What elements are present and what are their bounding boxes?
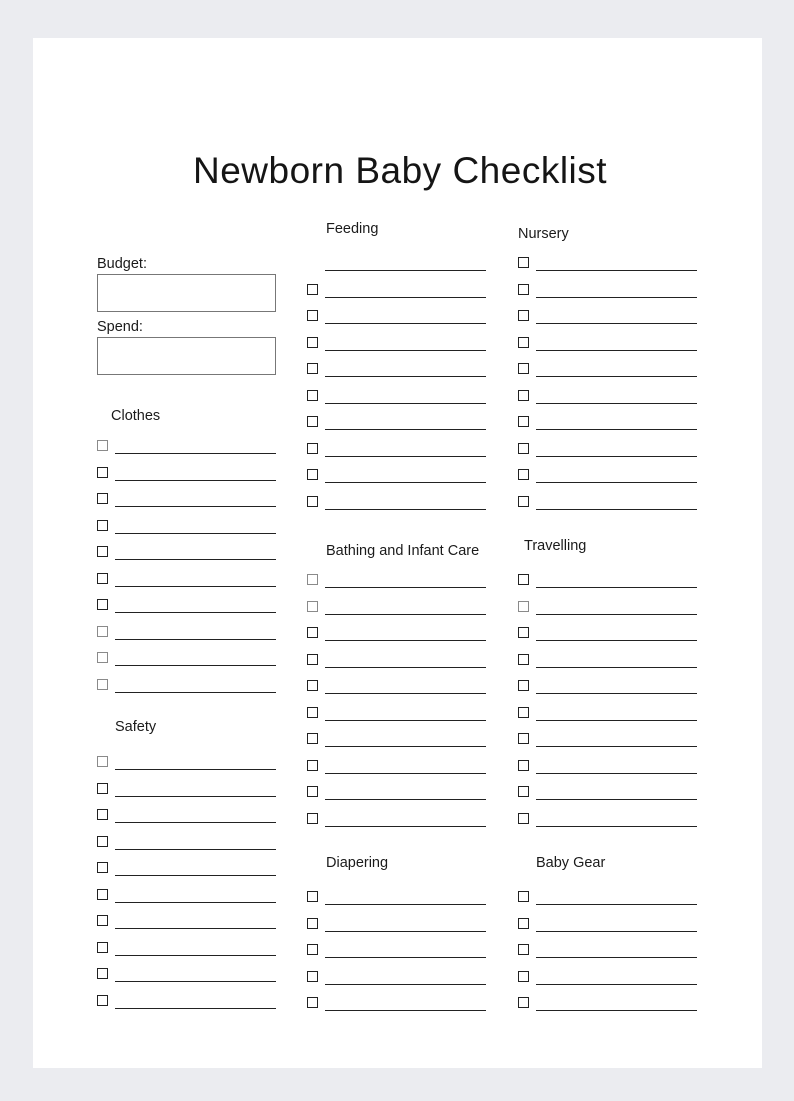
checkbox[interactable] xyxy=(518,891,529,902)
checkbox[interactable] xyxy=(518,760,529,771)
checkbox[interactable] xyxy=(97,942,108,953)
checkbox[interactable] xyxy=(307,627,318,638)
checkbox[interactable] xyxy=(307,971,318,982)
write-in-line[interactable] xyxy=(325,746,486,747)
write-in-line[interactable] xyxy=(536,587,697,588)
write-in-line[interactable] xyxy=(536,799,697,800)
write-in-line[interactable] xyxy=(536,482,697,483)
checkbox[interactable] xyxy=(518,363,529,374)
write-in-line[interactable] xyxy=(325,720,486,721)
checkbox[interactable] xyxy=(97,862,108,873)
section-title-feeding: Feeding xyxy=(326,221,379,237)
checkbox[interactable] xyxy=(307,654,318,665)
checkbox[interactable] xyxy=(307,337,318,348)
write-in-line[interactable] xyxy=(536,1010,697,1011)
write-in-line[interactable] xyxy=(325,482,486,483)
checkbox[interactable] xyxy=(518,390,529,401)
write-in-line[interactable] xyxy=(536,323,697,324)
write-in-line[interactable] xyxy=(115,875,276,876)
checkbox[interactable] xyxy=(97,520,108,531)
checkbox[interactable] xyxy=(97,915,108,926)
write-in-line[interactable] xyxy=(325,403,486,404)
checkbox[interactable] xyxy=(518,944,529,955)
checkbox[interactable] xyxy=(518,574,529,585)
checkbox[interactable] xyxy=(518,627,529,638)
write-in-line[interactable] xyxy=(115,506,276,507)
checkbox[interactable] xyxy=(518,257,529,268)
write-in-line[interactable] xyxy=(115,902,276,903)
write-in-line[interactable] xyxy=(325,270,486,271)
checkbox[interactable] xyxy=(97,440,108,451)
checkbox[interactable] xyxy=(307,574,318,585)
write-in-line[interactable] xyxy=(536,297,697,298)
checkbox[interactable] xyxy=(97,836,108,847)
write-in-line[interactable] xyxy=(536,403,697,404)
write-in-line[interactable] xyxy=(325,984,486,985)
write-in-line[interactable] xyxy=(536,270,697,271)
checkbox[interactable] xyxy=(307,733,318,744)
write-in-line[interactable] xyxy=(536,640,697,641)
checkbox[interactable] xyxy=(97,652,108,663)
write-in-line[interactable] xyxy=(115,1008,276,1009)
write-in-line[interactable] xyxy=(115,822,276,823)
checkbox[interactable] xyxy=(307,496,318,507)
checkbox[interactable] xyxy=(97,995,108,1006)
write-in-line[interactable] xyxy=(536,773,697,774)
write-in-line[interactable] xyxy=(115,665,276,666)
section-title-nursery: Nursery xyxy=(518,226,569,242)
checkbox[interactable] xyxy=(518,971,529,982)
write-in-line[interactable] xyxy=(325,350,486,351)
write-in-line[interactable] xyxy=(325,587,486,588)
checkbox[interactable] xyxy=(307,760,318,771)
write-in-line[interactable] xyxy=(325,376,486,377)
checkbox[interactable] xyxy=(97,573,108,584)
write-in-line[interactable] xyxy=(536,826,697,827)
checkbox[interactable] xyxy=(518,680,529,691)
write-in-line[interactable] xyxy=(115,586,276,587)
write-in-line[interactable] xyxy=(536,693,697,694)
write-in-line[interactable] xyxy=(536,509,697,510)
checkbox[interactable] xyxy=(97,783,108,794)
write-in-line[interactable] xyxy=(325,799,486,800)
checkbox[interactable] xyxy=(518,443,529,454)
checkbox[interactable] xyxy=(307,601,318,612)
checkbox[interactable] xyxy=(97,679,108,690)
checkbox[interactable] xyxy=(518,733,529,744)
write-in-line[interactable] xyxy=(115,849,276,850)
write-in-line[interactable] xyxy=(325,667,486,668)
write-in-line[interactable] xyxy=(115,453,276,454)
checkbox[interactable] xyxy=(518,997,529,1008)
write-in-line[interactable] xyxy=(536,667,697,668)
checkbox[interactable] xyxy=(307,469,318,480)
checkbox[interactable] xyxy=(307,390,318,401)
checkbox[interactable] xyxy=(518,469,529,480)
checkbox[interactable] xyxy=(307,310,318,321)
checkbox[interactable] xyxy=(97,493,108,504)
checkbox[interactable] xyxy=(97,889,108,900)
write-in-line[interactable] xyxy=(325,640,486,641)
checkbox[interactable] xyxy=(97,599,108,610)
section-title-travelling: Travelling xyxy=(524,538,587,554)
write-in-line[interactable] xyxy=(115,533,276,534)
write-in-line[interactable] xyxy=(325,323,486,324)
write-in-line[interactable] xyxy=(536,456,697,457)
write-in-line[interactable] xyxy=(115,612,276,613)
write-in-line[interactable] xyxy=(536,984,697,985)
checkbox[interactable] xyxy=(307,284,318,295)
write-in-line[interactable] xyxy=(115,928,276,929)
write-in-line[interactable] xyxy=(115,559,276,560)
checkbox[interactable] xyxy=(307,997,318,1008)
write-in-line[interactable] xyxy=(325,614,486,615)
write-in-line[interactable] xyxy=(325,957,486,958)
section-title-safety: Safety xyxy=(115,719,157,735)
checklist-page: Newborn Baby Checklist Budget: Spend: Clothes Safety Feeding Bathing and Infant Care Diapering Nursery Travelling Baby Gear xyxy=(33,38,762,1068)
checkbox[interactable] xyxy=(307,363,318,374)
write-in-line[interactable] xyxy=(115,981,276,982)
write-in-line[interactable] xyxy=(115,639,276,640)
checkbox[interactable] xyxy=(97,467,108,478)
write-in-line[interactable] xyxy=(115,692,276,693)
write-in-line[interactable] xyxy=(115,769,276,770)
write-in-line[interactable] xyxy=(325,429,486,430)
write-in-line[interactable] xyxy=(325,456,486,457)
checkbox[interactable] xyxy=(518,310,529,321)
checkbox[interactable] xyxy=(97,546,108,557)
spend-label: Spend: xyxy=(97,319,143,335)
checkbox[interactable] xyxy=(97,756,108,767)
section-title-diapering: Diapering xyxy=(326,855,389,871)
write-in-line[interactable] xyxy=(325,904,486,905)
write-in-line[interactable] xyxy=(325,931,486,932)
write-in-line[interactable] xyxy=(325,826,486,827)
write-in-line[interactable] xyxy=(325,693,486,694)
write-in-line[interactable] xyxy=(536,376,697,377)
write-in-line[interactable] xyxy=(325,297,486,298)
write-in-line[interactable] xyxy=(325,509,486,510)
checkbox[interactable] xyxy=(307,680,318,691)
checkbox[interactable] xyxy=(307,707,318,718)
write-in-line[interactable] xyxy=(536,904,697,905)
section-title-clothes: Clothes xyxy=(111,408,161,424)
write-in-line[interactable] xyxy=(536,614,697,615)
checkbox[interactable] xyxy=(518,786,529,797)
checkbox[interactable] xyxy=(518,813,529,824)
checkbox[interactable] xyxy=(518,918,529,929)
checkbox[interactable] xyxy=(518,601,529,612)
write-in-line[interactable] xyxy=(536,746,697,747)
checkbox[interactable] xyxy=(307,813,318,824)
write-in-line[interactable] xyxy=(536,429,697,430)
checkbox[interactable] xyxy=(518,416,529,427)
checkbox[interactable] xyxy=(518,337,529,348)
checkbox[interactable] xyxy=(307,918,318,929)
checkbox[interactable] xyxy=(97,626,108,637)
checkbox[interactable] xyxy=(518,707,529,718)
write-in-line[interactable] xyxy=(325,1010,486,1011)
write-in-line[interactable] xyxy=(115,480,276,481)
checkbox[interactable] xyxy=(97,968,108,979)
budget-field[interactable] xyxy=(97,274,276,312)
write-in-line[interactable] xyxy=(536,350,697,351)
checkbox[interactable] xyxy=(518,496,529,507)
checkbox[interactable] xyxy=(97,809,108,820)
spend-field[interactable] xyxy=(97,337,276,375)
checkbox[interactable] xyxy=(518,284,529,295)
budget-label: Budget: xyxy=(97,256,147,272)
checkbox[interactable] xyxy=(518,654,529,665)
checkbox[interactable] xyxy=(307,944,318,955)
write-in-line[interactable] xyxy=(536,720,697,721)
checkbox[interactable] xyxy=(307,891,318,902)
section-title-baby-gear: Baby Gear xyxy=(536,855,606,871)
checkbox[interactable] xyxy=(307,786,318,797)
write-in-line[interactable] xyxy=(536,931,697,932)
checkbox[interactable] xyxy=(307,443,318,454)
write-in-line[interactable] xyxy=(115,796,276,797)
write-in-line[interactable] xyxy=(536,957,697,958)
checkbox[interactable] xyxy=(307,416,318,427)
section-title-bathing: Bathing and Infant Care xyxy=(326,543,480,559)
write-in-line[interactable] xyxy=(115,955,276,956)
write-in-line[interactable] xyxy=(325,773,486,774)
